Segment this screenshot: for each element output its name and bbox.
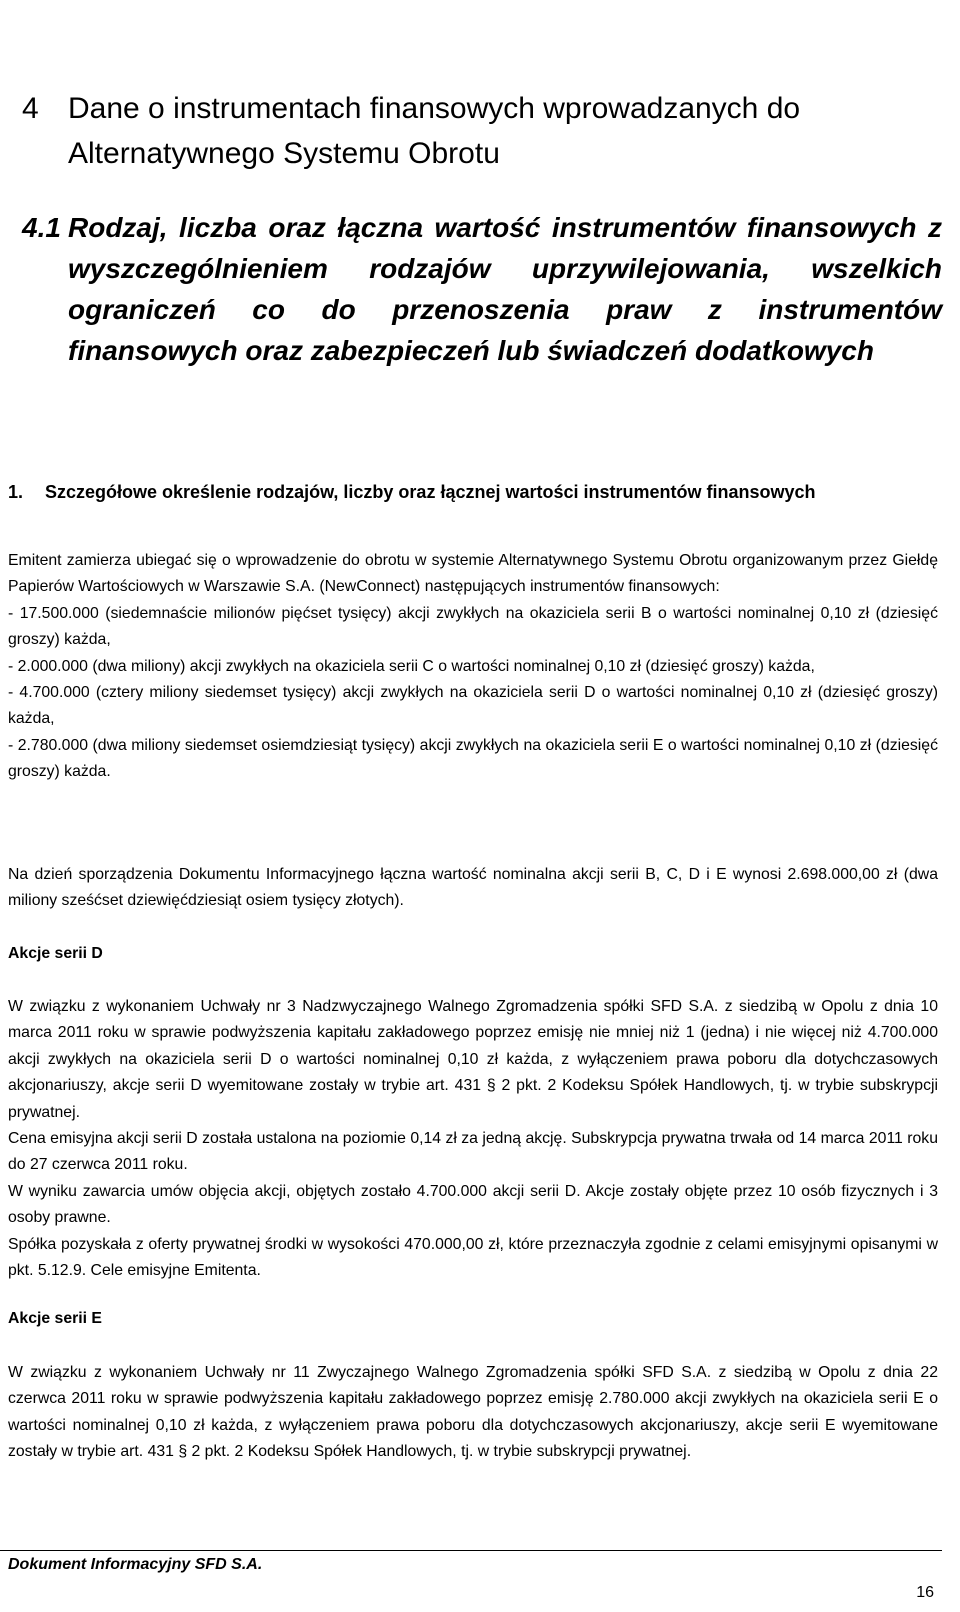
point-title: Szczegółowe określenie rodzajów, liczby oraz łącznej wartości instrumentów finansowych [45, 482, 816, 502]
point-heading [8, 478, 938, 506]
list-item: - 2.780.000 (dwa miliony siedemset osiemdziesiąt tysięcy) akcji zwykłych na okaziciela serii E o wartości nominalnej 0,10 zł (dziesięć groszy) każda. [8, 736, 938, 781]
series-e-block [8, 1360, 938, 1466]
intro-paragraph: Emitent zamierza ubiegać się o wprowadzenie do obrotu w systemie Alternatywnego Systemu Obrotu organizowanym przez Giełdę Papierów Wartościowych w Warszawie S.A. (NewConnect) następujących instrumentów finansowych: [8, 552, 938, 596]
subsection-number: 4.1 [22, 212, 61, 243]
series-d-paragraph: W związku z wykonaniem Uchwały nr 3 Nadzwyczajnego Walnego Zgromadzenia spółki SFD S.A. z siedzibą w Opolu z dnia 10 marca 2011 roku w sprawie podwyższenia kapitału zakładowego poprzez emisję nie mniej niż 1 (jedna) i nie więcej niż 4.700.000 akcji zwykłych na okaziciela serii D o wartości nominalnej 0,10 zł każda, z wyłączeniem prawa poboru dla dotychczasowych akcjonariuszy, akcje serii D wyemitowane zostały w trybie art. 431 § 2 pkt. 2 Kodeksu Spółek Handlowych, tj. w trybie subskrypcji prywatnej. [8, 998, 938, 1121]
list-item: - 2.000.000 (dwa miliony) akcji zwykłych na okaziciela serii C o wartości nominalnej 0,10 zł (dziesięć groszy) każda, [8, 657, 815, 675]
list-item: - 4.700.000 (cztery miliony siedemset tysięcy) akcji zwykłych na okaziciela serii D o wartości nominalnej 0,10 zł (dziesięć groszy) każda, [8, 684, 938, 728]
series-e-paragraph: W związku z wykonaniem Uchwały nr 11 Zwyczajnego Walnego Zgromadzenia spółki SFD S.A. z siedzibą w Opolu z dnia 22 czerwca 2011 roku w sprawie podwyższenia kapitału zakładowego poprzez emisję 2.780.000 akcji zwykłych na okaziciela serii E o wartości nominalnej 0,10 zł każda, z wyłączeniem prawa poboru dla dotychczasowych akcjonariuszy, akcje serii E wyemitowane zostały w trybie art. 431 § 2 pkt. 2 Kodeksu Spółek Handlowych, tj. w trybie subskrypcji prywatnej. [8, 1364, 938, 1461]
section-title: Dane o instrumentach finansowych wprowadzanych do Alternatywnego Systemu Obrotu [68, 92, 801, 170]
footer-divider [0, 1550, 942, 1551]
subsection-title: Rodzaj, liczba oraz łączna wartość instrumentów finansowych z wyszczególnieniem rodzajów uprzywilejowania, wszelkich ograniczeń co do przenoszenia praw z instrumentów finansowych oraz zabezpieczeń lub świadczeń dodatkowych [68, 212, 942, 366]
subsection-heading [22, 207, 942, 371]
series-d-paragraph: W wyniku zawarcia umów objęcia akcji, objętych zostało 4.700.000 akcji serii D. Akcje zostały objęte przez 10 osób fizycznych i 3 osoby prawne. [8, 1182, 938, 1227]
point-number: 1. [8, 482, 24, 502]
series-e-heading: Akcje serii E [8, 1310, 102, 1327]
total-value-text: Na dzień sporządzenia Dokumentu Informacyjnego łączna wartość nominalna akcji serii B, C, D i E wynosi 2.698.000,00 zł (dwa miliony sześćset dziewięćdziesiąt osiem tysięcy złotych). [8, 866, 938, 910]
series-d-paragraph: Cena emisyjna akcji serii D została ustalona na poziomie 0,14 zł za jedną akcję. Subskrypcja prywatna trwała od 14 marca 2011 roku do 27 czerwca 2011 roku. [8, 1130, 938, 1174]
series-d-block [8, 994, 938, 1284]
section-number: 4 [22, 92, 39, 125]
section-heading [22, 86, 942, 176]
series-d-paragraph: Spółka pozyskała z oferty prywatnej środki w wysokości 470.000,00 zł, które przeznaczyła zgodnie z celami emisyjnymi opisanymi w pkt. 5.12.9. Cele emisyjne Emitenta. [8, 1235, 938, 1280]
list-item: - 17.500.000 (siedemnaście milionów pięćset tysięcy) akcji zwykłych na okaziciela serii B o wartości nominalnej 0,10 zł (dziesięć groszy) każda, [8, 604, 938, 649]
page-number: 16 [916, 1584, 934, 1601]
intro-block [8, 548, 938, 786]
footer-document-title: Dokument Informacyjny SFD S.A. [8, 1556, 263, 1573]
total-value-paragraph [8, 862, 938, 915]
series-d-heading: Akcje serii D [8, 945, 103, 962]
